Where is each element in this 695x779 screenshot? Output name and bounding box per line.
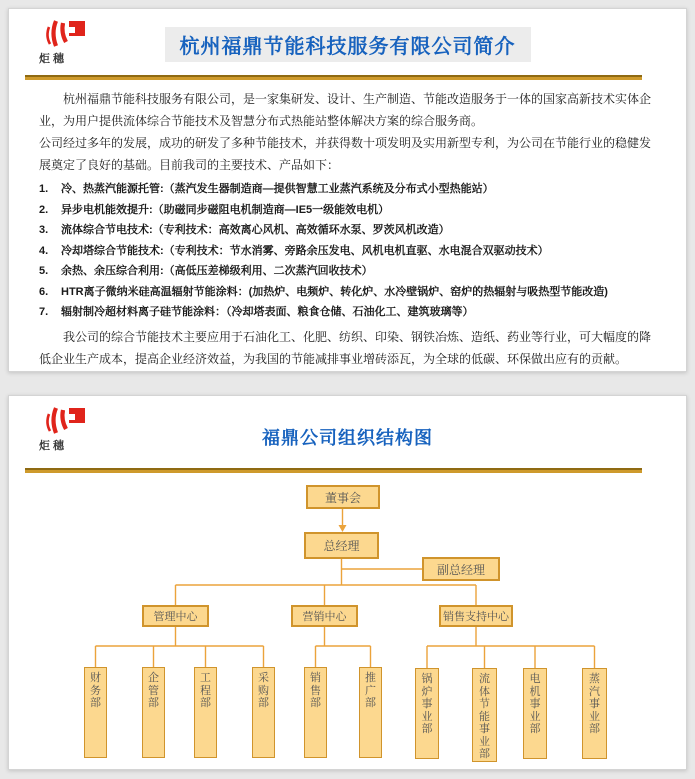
list-text: 辐射制冷超材料离子硅节能涂料：（冷却塔表面、粮食仓储、石油化工、建筑玻璃等） xyxy=(61,306,474,318)
list-text: 冷却塔综合节能技术:（专利技术：节水消雾、旁路余压发电、风机电机直驱、水电混合双驱动技术） xyxy=(61,244,549,257)
org-box-label: 电 机 事 业 部 xyxy=(529,673,541,735)
org-box-dept-sales xyxy=(304,667,327,758)
list-text: HTR离子微纳米硅高温辐射节能涂料：(加热炉、电频炉、转化炉、水冷壁锅炉、窑炉的热辐射与吸热型节能改造) xyxy=(61,285,608,298)
brand-name: 炬穗 xyxy=(39,53,67,65)
list-number: 4. xyxy=(39,244,49,257)
org-box-general-manager xyxy=(304,532,379,559)
org-box-dept-boiler-business xyxy=(415,668,439,759)
org-box-dept-enterprise-management xyxy=(142,667,165,758)
org-box-dept-promotion xyxy=(359,667,382,758)
list-text: 余热、余压综合利用:（高低压差梯级利用、二次蒸汽回收技术） xyxy=(61,265,373,277)
intro-paragraph-2: 公司经过多年的发展，成功的研发了多种节能技术，并获得数十项发明及实用新型专利，为公司在节能行业的稳健发展奠定了良好的基础。目前我司的主要技术、产品如下： xyxy=(39,136,652,172)
org-chart xyxy=(19,481,679,770)
tech-list-item xyxy=(39,302,656,323)
list-number: 6. xyxy=(39,285,49,298)
org-header xyxy=(9,396,686,456)
org-box-label: 总经理 xyxy=(323,539,360,553)
tech-product-list xyxy=(39,179,656,323)
org-box-label: 营销中心 xyxy=(302,611,347,623)
intro-header xyxy=(9,9,686,69)
tech-list-item xyxy=(39,282,656,303)
org-box-management-center xyxy=(142,605,209,627)
list-text: 冷、热蒸汽能源托管:（蒸汽发生器制造商—提供智慧工业蒸汽系统及分布式小型热能站） xyxy=(61,183,494,195)
brand-logo xyxy=(39,406,91,453)
org-box-label: 销 售 部 xyxy=(310,672,321,709)
org-box-label: 董事会 xyxy=(324,490,361,505)
list-text: 流体综合节电技术:（专利技术：高效离心风机、高效循环水泵、罗茨风机改造） xyxy=(61,224,450,236)
list-number: 2. xyxy=(39,203,49,216)
list-text: 异步电机能效提升:（助磁同步磁阻电机制造商—IE5一级能效电机） xyxy=(61,203,390,216)
tech-list-item xyxy=(39,200,656,221)
org-box-dept-motor-business xyxy=(523,668,547,759)
list-number: 1. xyxy=(39,183,49,195)
org-box-dept-finance xyxy=(84,667,107,758)
tech-list-item xyxy=(39,241,656,262)
org-chart-card xyxy=(8,395,687,770)
org-box-label: 工 程 部 xyxy=(200,672,211,709)
tech-list-item xyxy=(39,179,656,200)
brand-logo xyxy=(39,19,91,66)
org-box-label: 流 体 节 能 事 业 部 xyxy=(479,673,490,760)
org-box-label: 财 务 部 xyxy=(90,672,101,709)
list-number: 3. xyxy=(39,224,49,236)
list-number: 5. xyxy=(39,265,49,277)
org-box-dept-engineering xyxy=(194,667,217,758)
intro-page-title: 杭州福鼎节能科技服务有限公司简介 xyxy=(165,27,531,62)
org-box-label: 锅 炉 事 业 部 xyxy=(421,673,433,735)
intro-content xyxy=(9,80,686,370)
org-box-sales-support-center xyxy=(439,605,513,627)
org-chart-title: 福鼎公司组织结构图 xyxy=(262,428,433,448)
tech-list-item xyxy=(39,261,656,282)
list-number: 7. xyxy=(39,306,49,318)
org-box-label: 销售支持中心 xyxy=(443,611,509,623)
org-box-label: 推 广 部 xyxy=(365,672,376,709)
flame-logo-icon xyxy=(41,406,87,436)
org-box-dept-steam-business xyxy=(582,668,607,759)
org-box-board xyxy=(306,485,380,509)
org-box-label: 副总经理 xyxy=(436,562,485,577)
org-box-deputy-general-manager xyxy=(422,557,500,581)
header-rule xyxy=(25,468,642,473)
org-box-dept-fluid-energy-saving-business xyxy=(472,668,497,762)
intro-card xyxy=(8,8,687,372)
brand-name: 炬穗 xyxy=(39,440,67,452)
org-box-label: 企 管 部 xyxy=(148,672,159,709)
org-box-label: 管理中心 xyxy=(153,611,198,623)
org-box-label: 蒸 汽 事 业 部 xyxy=(589,673,600,735)
org-box-label: 采 购 部 xyxy=(258,672,269,709)
tech-list-item xyxy=(39,220,656,241)
flame-logo-icon xyxy=(41,19,87,49)
org-box-marketing-center xyxy=(291,605,358,627)
closing-paragraph: 我公司的综合节能技术主要应用于石油化工、化肥、纺织、印染、钢铁冶炼、造纸、药业等行业，可大幅度的降低企业生产成本，提高企业经济效益，为我国的节能减排事业增砖添瓦，为全球的低碳、环保做出应有的贡献。 xyxy=(39,329,652,366)
intro-paragraph-1: 杭州福鼎节能科技服务有限公司，是一家集研发、设计、生产制造、节能改造服务于一体的国家高新技术实体企业，为用户提供流体综合节能技术及智慧分布式热能站整体解决方案的综合服务商。 xyxy=(39,92,652,128)
org-box-dept-purchasing xyxy=(252,667,275,758)
